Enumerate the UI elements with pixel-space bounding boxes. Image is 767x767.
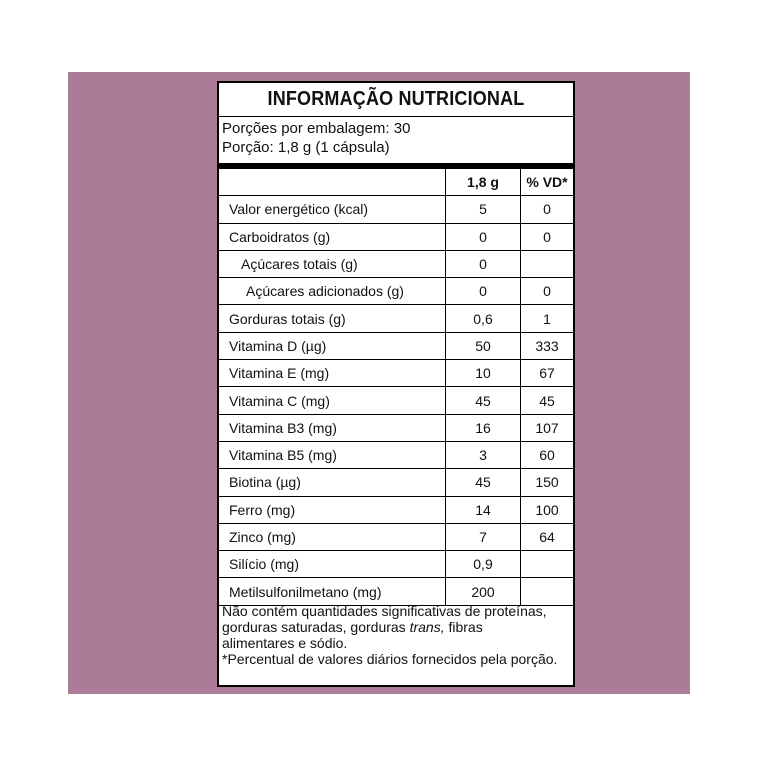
nutrient-daily-value: [521, 551, 574, 578]
nutrient-quantity: 45: [446, 469, 521, 496]
header-quantity: 1,8 g: [446, 169, 521, 196]
nutrient-daily-value: 64: [521, 523, 574, 550]
table-row: [219, 551, 573, 578]
nutrient-quantity: 0: [446, 223, 521, 250]
header-daily-value: % VD*: [526, 174, 568, 191]
nutrient-name: Silício (mg): [219, 551, 446, 578]
nutrition-label: [217, 81, 575, 687]
nutrient-quantity: 200: [446, 578, 521, 605]
nutrient-quantity: 45: [446, 387, 521, 414]
footnote-word: saturadas,: [281, 619, 347, 635]
table-row: [219, 578, 573, 605]
nutrient-daily-value: 107: [521, 414, 574, 441]
nutrient-quantity: 16: [446, 414, 521, 441]
table-row: [219, 523, 573, 550]
table-row: [219, 469, 573, 496]
header-empty: [219, 169, 446, 196]
nutrient-daily-value: 60: [521, 441, 574, 468]
footnote-word: gorduras: [222, 619, 278, 635]
table-row: [219, 223, 573, 250]
table-row: [219, 332, 573, 359]
nutrient-quantity: 3: [446, 441, 521, 468]
table-row: [219, 414, 573, 441]
nutrient-quantity: 50: [446, 332, 521, 359]
table-row: [219, 250, 573, 277]
nutrient-daily-value: 333: [521, 332, 574, 359]
table-row: [219, 496, 573, 523]
servings-per-package: Porções por embalagem: 30: [222, 120, 411, 137]
footnote-word: gorduras: [350, 619, 406, 635]
nutrient-name: Vitamina E (mg): [219, 360, 446, 387]
footnote-line-4: *Percentual de valores diários fornecidos pela porção.: [222, 651, 558, 667]
nutrient-quantity: 14: [446, 496, 521, 523]
nutrient-daily-value: 0: [521, 223, 574, 250]
nutrient-name: Zinco (mg): [219, 523, 446, 550]
nutrient-daily-value: 150: [521, 469, 574, 496]
footnote-line-1: Não contém quantidades significativas de proteínas,: [222, 603, 547, 619]
footnote-line-3: alimentares e sódio.: [222, 635, 348, 651]
nutrient-daily-value: [521, 578, 574, 605]
nutrient-name: Vitamina C (mg): [219, 387, 446, 414]
nutrient-daily-value: 45: [521, 387, 574, 414]
table-row: [219, 387, 573, 414]
title-divider: [219, 116, 573, 117]
nutrient-quantity: 5: [446, 196, 521, 223]
table-row: [219, 278, 573, 305]
footnote: [222, 603, 570, 667]
table-header-row: [219, 169, 573, 196]
nutrient-quantity: 10: [446, 360, 521, 387]
nutrient-daily-value: 0: [521, 196, 574, 223]
nutrient-name: Metilsulfonilmetano (mg): [219, 578, 446, 605]
nutrient-quantity: 0: [446, 278, 521, 305]
table-row: [219, 196, 573, 223]
footnote-line-2: [222, 619, 570, 635]
footnote-word: fibras: [448, 619, 483, 635]
label-title: INFORMAÇÃO NUTRICIONAL: [267, 88, 525, 110]
nutrient-daily-value: 100: [521, 496, 574, 523]
nutrient-daily-value: 0: [521, 278, 574, 305]
nutrient-name: Açúcares totais (g): [219, 250, 446, 277]
serving-size: Porção: 1,8 g (1 cápsula): [222, 139, 390, 156]
nutrient-name: Vitamina B5 (mg): [219, 441, 446, 468]
table-row: [219, 441, 573, 468]
nutrient-daily-value: 67: [521, 360, 574, 387]
nutrient-quantity: 7: [446, 523, 521, 550]
nutrient-name: Carboidratos (g): [219, 223, 446, 250]
nutrient-name: Gorduras totais (g): [219, 305, 446, 332]
footnote-word-trans: trans,: [409, 619, 445, 635]
nutrient-quantity: 0,9: [446, 551, 521, 578]
table-row: [219, 360, 573, 387]
nutrient-name: Biotina (µg): [219, 469, 446, 496]
nutrient-quantity: 0: [446, 250, 521, 277]
nutrient-quantity: 0,6: [446, 305, 521, 332]
nutrient-daily-value: 1: [521, 305, 574, 332]
nutrient-name: Ferro (mg): [219, 496, 446, 523]
nutrient-name: Vitamina B3 (mg): [219, 414, 446, 441]
table-row: [219, 305, 573, 332]
nutrient-daily-value: [521, 250, 574, 277]
nutrition-table: [219, 169, 573, 606]
nutrient-name: Vitamina D (µg): [219, 332, 446, 359]
nutrient-name: Valor energético (kcal): [219, 196, 446, 223]
nutrient-name: Açúcares adicionados (g): [219, 278, 446, 305]
